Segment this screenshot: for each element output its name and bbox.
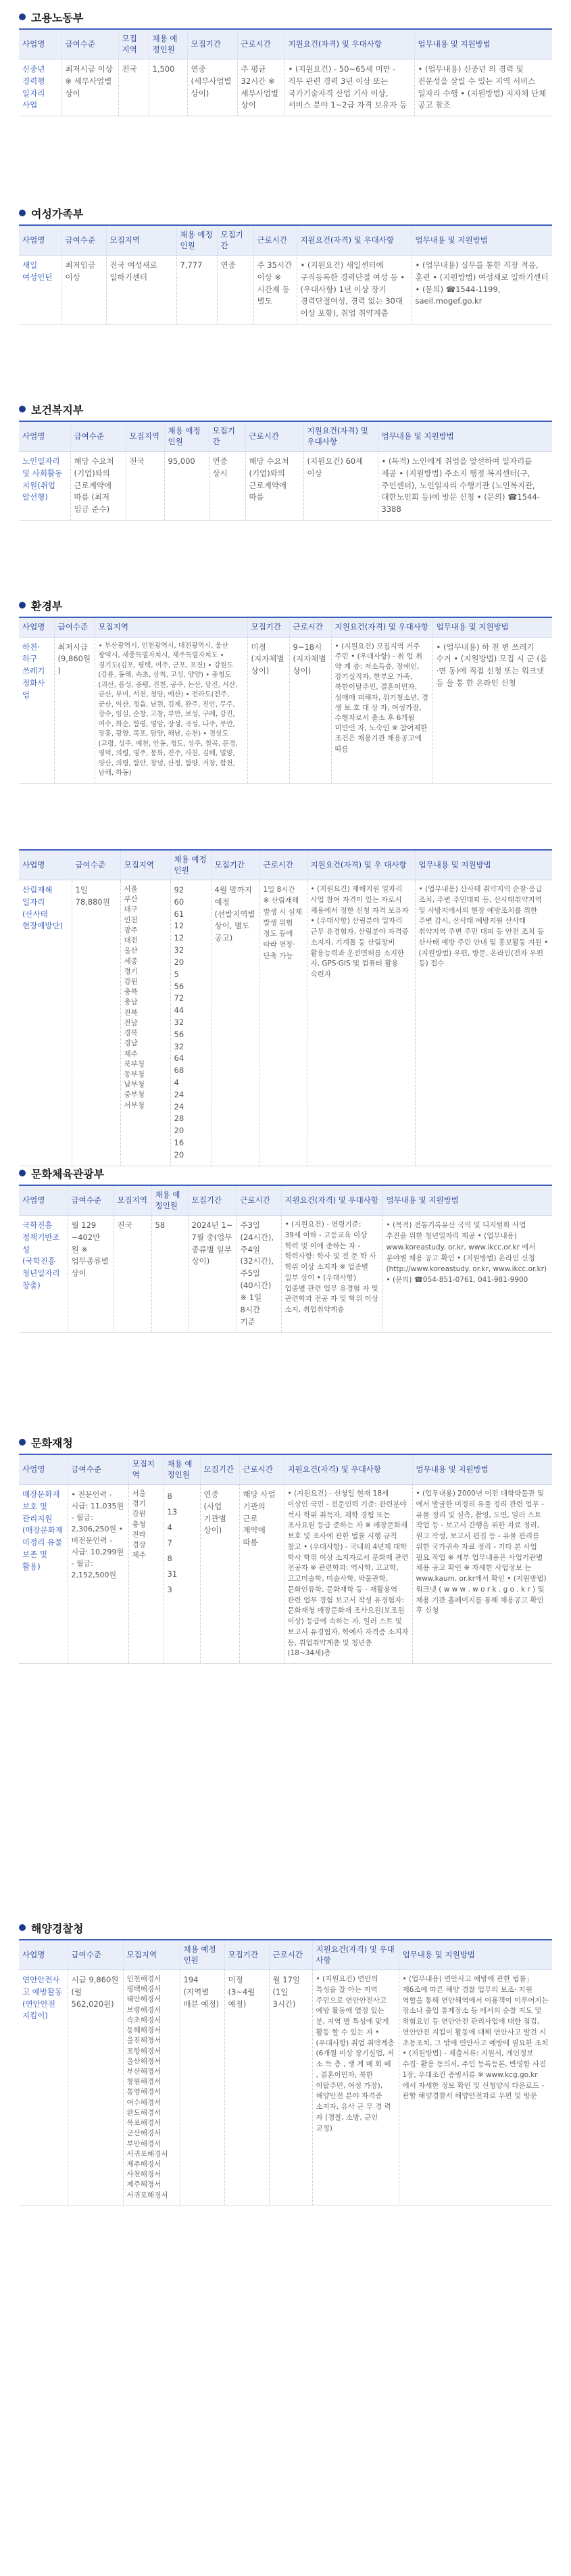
section-mcst <box>19 1166 552 1416</box>
region-item: 대구 <box>124 905 138 914</box>
region-item: 울산 <box>124 947 138 955</box>
region-item: 통영해경서 <box>126 2088 162 2097</box>
region-item: 서울 <box>132 1489 146 1498</box>
bullet-icon <box>19 406 26 412</box>
th-salary: 급여수준 <box>61 29 118 59</box>
cell-program: 산림재해 일자리 (산사태 현장예방단) <box>19 880 72 1166</box>
headcount-item: 32 <box>174 1017 184 1027</box>
region-item: 인천해경서 <box>126 1975 162 1984</box>
th-region: 모집지역 <box>120 850 170 880</box>
th-program: 사업명 <box>19 1940 68 1970</box>
section-moel <box>19 9 552 187</box>
th-hours: 근로시간 <box>237 1185 281 1216</box>
section-mogef <box>19 206 552 383</box>
th-duties: 업무내용 및 지원방법 <box>432 617 552 637</box>
table-header-row <box>19 1185 552 1216</box>
headcount-item: 16 <box>174 1138 184 1148</box>
th-region: 모집지역 <box>114 1185 151 1216</box>
bullet-icon <box>19 1170 26 1176</box>
section-title-text: 문화재청 <box>31 1436 73 1450</box>
table-header-row <box>19 225 552 256</box>
th-program: 사업명 <box>19 29 61 59</box>
cell-period: 연중 <box>217 256 253 325</box>
cell-duties: • (업무내용) 하 천 변 쓰레기 수거 • (지원방법) 모집 시 군 (읍·면 동)에 직접 신청 또는 워크넷 등 을 통 한 온라인 신청 <box>432 637 552 783</box>
headcount-item: 4 <box>167 1523 172 1533</box>
cell-region: 전국 여성새로 일하기센터 <box>106 256 176 325</box>
cell-program: 매장문화재 보호 및 관리지원 (매장문화재 미정리 유물 보존 및 활용) <box>19 1485 68 1664</box>
cell-duties: • (업무내용) 실무를 통한 직장 적응, 훈련 • (지원방법) 여성새로 일하기센터 • (문의) ☎1544-1199, saeil.mogef.go.kr <box>412 256 552 325</box>
th-period: 모집기간 <box>211 850 259 880</box>
cell-requirements: • (지원요건) 재해지원 일자리 사업 참여 자격이 있는 자로서 채용에서 정한 신청 자격 보유자 • (우대사항) 산림분야 일자리 근무 유경험자, 산림분야 자격증 소지자, 기계톱 등 산림장비 활용능력과 운전면허를 소지한 자, GPS·GIS 및 컴퓨터 활용 숙련자 <box>307 880 415 1166</box>
section-title <box>19 402 552 416</box>
region-item: 제주 <box>124 1049 138 1058</box>
cell-hours: 해당 사업 기관의 근로 계약에 따름 <box>239 1485 284 1664</box>
headcount-item: 32 <box>174 945 184 955</box>
section-title <box>19 1166 552 1180</box>
region-item: 평택해경서 <box>126 1985 162 1994</box>
region-item: 제주 <box>132 1551 146 1560</box>
cell-duties: • (목적) 노인에게 취업을 알선하여 일자리를 제공 • (지원방법) 주소지 행정 복지센터(구, 주민센터), 노인일자리 수행기관 (노인복지관, 대한노인회 등)에 방문 신청 • (문의) ☎1544-3388 <box>378 452 552 521</box>
th-headcount: 채용 예정인원 <box>170 850 211 880</box>
th-region: 모집지역 <box>126 421 164 452</box>
region-item: 전라 <box>132 1530 146 1539</box>
table-row <box>19 1970 552 2205</box>
th-salary: 급여수준 <box>68 1940 123 1970</box>
table-header-row <box>19 850 552 880</box>
cell-requirements: • (지원요건) - 신청일 현재 18세 이상인 국민 - 전문인력 기준: 관련분야 석사 학위 취득자, 재학 경험 또는 조사요원 등급 준하는 자 ※ 매장문화재 보호 및 조사에 관한 법률 시행 규칙 참고 • (우대사항) - 국내외 4년제 대학 학사 학위 이상 소지자로서 문화재 관련 전공자 ※ 관련학과: 역사학, 고고학, 고고미술학, 미술사학, 박물관학, 문화인류학, 문화재학 등 - 재활용역 관련 업무 경험 보고서 작성 유경험자: 문화재청 매장문화재 조사요원(보조원 이상) 등급에 속하는 자, 일러 스트 및 보고서 유경험자, 학예사 자격증 소지자 등, 취업취약계층 및 청년층 (18~34세)층 <box>284 1485 412 1664</box>
headcount-item: 4 <box>174 1078 179 1088</box>
table-header-row <box>19 29 552 59</box>
headcount-item: 28 <box>174 1114 184 1124</box>
program-table <box>19 421 552 521</box>
cell-period: 연중 상시 <box>209 452 245 521</box>
th-hours: 근로시간 <box>269 1940 312 1970</box>
headcount-item: 24 <box>174 1089 184 1099</box>
region-item: 사천해경서 <box>126 2170 162 2179</box>
cell-headcount: 1,500 <box>149 59 187 116</box>
region-item: 군산해경서 <box>126 2129 162 2138</box>
th-hours: 근로시간 <box>245 421 303 452</box>
cell-region-list <box>120 880 170 1166</box>
region-item: 보령해경서 <box>126 2005 162 2014</box>
cell-requirements: (지원요건) 60세 이상 <box>303 452 378 521</box>
table-header-row <box>19 421 552 452</box>
headcount-item: 44 <box>174 1005 184 1016</box>
cell-hours: 해당 수요처 (기업)와의 근로계약에 따름 <box>245 452 303 521</box>
section-title <box>19 1435 552 1450</box>
th-salary: 급여수준 <box>68 1185 114 1216</box>
th-region: 모집지역 <box>95 617 247 637</box>
program-table <box>19 1939 552 2205</box>
section-title-text: 문화체육관광부 <box>31 1167 105 1180</box>
region-item: 동부청 <box>124 1070 145 1078</box>
th-hours: 근로시간 <box>289 617 331 637</box>
cell-salary: 최저시급 (9,860원) <box>54 637 95 783</box>
cell-program: 신중년 경력형 일자리 사업 <box>19 59 61 116</box>
th-region: 모집지역 <box>128 1454 164 1485</box>
cell-duties: • (업무내용) 신중년 의 경력 및 전문성을 살릴 수 있는 지역 서비스 일자리 수행 • (지원방법) 지자체 단체 공고 참조 <box>414 59 552 116</box>
cell-program: 새일 여성인턴 <box>19 256 61 325</box>
program-table <box>19 849 552 1166</box>
cell-period: 4월 말까지 예정 (선발지역별 상이, 별도 공고) <box>211 880 259 1166</box>
region-item: 남부청 <box>124 1080 145 1089</box>
region-item: 태안해경서 <box>126 1995 162 2004</box>
th-duties: 업무내용 및 지원방법 <box>399 1940 552 1970</box>
region-item: 대전 <box>124 936 138 945</box>
cell-program: 노인일자리 및 사회활동 지원(취업 알선형) <box>19 452 70 521</box>
th-duties: 업무내용 및 지원방법 <box>378 421 552 452</box>
section-title <box>19 206 552 220</box>
headcount-item: 56 <box>174 1029 184 1039</box>
program-table <box>19 617 552 784</box>
th-program: 사업명 <box>19 617 54 637</box>
th-region: 모집 지역 <box>118 29 149 59</box>
region-item: 경기 <box>124 967 138 976</box>
headcount-item: 13 <box>167 1507 178 1517</box>
cell-hours: 9~18시 (지자체별 상이) <box>289 637 331 783</box>
cell-region-list <box>128 1485 164 1664</box>
th-region: 모집지역 <box>123 1940 180 1970</box>
th-duties: 업무내용 및 지원방법 <box>414 29 552 59</box>
cell-hours: 주3일 (24시간), 주4일 (32시간), 주5일 (40시간) ※ 1일 8시간 기준 <box>237 1216 281 1333</box>
table-row <box>19 59 552 116</box>
program-table <box>19 224 552 325</box>
th-requirements: 지원요건(자격) 및 우 대사항 <box>307 850 415 880</box>
headcount-item: 20 <box>174 1126 184 1136</box>
section-me <box>19 598 552 842</box>
region-item: 속초해경서 <box>126 2016 162 2024</box>
region-item: 충남 <box>124 998 138 1007</box>
bullet-icon <box>19 602 26 609</box>
cell-program: 하천· 하구 쓰레기 정화사업 <box>19 637 54 783</box>
region-item: 경기 <box>132 1500 146 1508</box>
th-period: 모집기간 <box>187 29 237 59</box>
th-period: 모집기간 <box>209 421 245 452</box>
th-salary: 급여수준 <box>70 421 126 452</box>
bullet-icon <box>19 14 26 20</box>
cell-program: 연안안전사고 예방활동 (연안안전 지킴이) <box>19 1970 68 2205</box>
cell-hours: 주 35시간 이상 ※ 시간제 등 별도 <box>253 256 297 325</box>
cell-region: • 부산광역시, 인천광역시, 대전광역시, 울산 광역시, 세종특별자치시, 제주특별자치도 • 경기도(김포, 평택, 여주, 군포, 포천) • 강원도(강릉, 동해, 속초, 삼척, 고성, 양양) • 충청도(괴산, 음성, 증평, 진천, 공주, 논산, 당진, 서산, 금산, 부여, 서천, 청양, 예산) • 전라도(전주, 군산, 익산, 정읍, 남원, 김제, 완주, 진안, 무주, 장수, 임실, 순창, 고창, 부안, 보성, 구례, 강진, 여수, 화순, 함평, 영암, 장성, 곡성, 나주, 무안, 장흥, 광양, 목포, 담양, 해남, 순천) • 경상도(고령, 성주, 예천, 안동, 청도, 성주, 칠곡, 문경, 영덕, 의령, 영주, 봉화, 진주, 사천, 김해, 밀양, 양산, 의령, 함안, 창녕, 산청, 함양, 거창, 합천, 남해, 하동) <box>95 637 247 783</box>
program-table <box>19 28 552 116</box>
th-headcount: 채용 예정인원 <box>180 1940 224 1970</box>
cell-region: 전국 <box>126 452 164 521</box>
cell-duties: • (목적) 전통기록유산 국역 및 디지털화 사업 추진을 위한 청년일자리 제공 • (업무내용) www.koreastudy. or.kr, www.ikcc.or.kr 에서 분야별 채용 공고 확인 • (지원방법) 온라인 신청 (http://www.koreastudy. or.kr, www.ikcc.or.kr) • (문의) ☎054-851-0761, 041-981-9900 <box>382 1216 552 1333</box>
cell-period: 연중 (사업 기관별 상이) <box>200 1485 239 1664</box>
section-kcg <box>19 1920 552 2205</box>
section-mohw <box>19 402 552 579</box>
headcount-item: 24 <box>174 1101 184 1112</box>
table-row <box>19 452 552 521</box>
th-period: 모집기간 <box>217 225 253 256</box>
headcount-item: 68 <box>174 1066 184 1076</box>
region-item: 제주해경서 <box>126 2180 162 2189</box>
cell-salary: 해당 수요처 (기업)와의 근로계약에 따름 (최저 임금 준수) <box>70 452 126 521</box>
cell-duties: • (업무내용) 산사태 취약지역 순찰·응급 조치, 주변 주민대피 등, 산사태취약지역 및 사방지에서의 현장 예방조치를 위한 주변 감시, 산사태 예방지원 산사태 취약지역 주변 주민 대피 등 안전 조치 등 산사태 예방 주민 안내 및 홍보활동 지원 • (지원방법) 우편, 방문, 온라인(전자 우편 등) 접수 <box>415 880 552 1166</box>
section-title-text: 여성가족부 <box>31 207 84 220</box>
headcount-item: 12 <box>174 921 184 931</box>
headcount-item: 56 <box>174 981 184 991</box>
region-item: 완도해경서 <box>126 2108 162 2117</box>
cell-salary: 최저시급 이상 ※ 세부사업별 상이 <box>61 59 118 116</box>
cell-duties: • (업무내용) 연안사고 예방에 관한 법률」 제6조에 따른 해양 경찰 업무의 보조· 지원 역할을 통해 연안해역에서 이용객이 이루어지는 장소나 출입 통제장소 등 에서의 순찰 지도 및 위험요인 등 연안안전 관리사업에 대한 점검, 연안안전 지킴이 활동에 대해 연안사고 발견 시 초동조치, 그 밖에 연안사고 예방에 필요한 조치 • (지원방법) - 제출서류: 지원서, 개인정보 수집· 활용 동의서, 주민 등록등본, 반명함 사진 1장, 우대조건 증빙서류 ※ www.kcg.go.kr 에서 자세한 정보 확인 및 신청양식 다운로드 - 관할 해양경찰서 해양안전과로 우편 및 방문 <box>399 1970 552 2205</box>
th-headcount: 채용 예정인원 <box>164 421 209 452</box>
region-item: 인천 <box>124 915 138 924</box>
th-headcount: 채용 예정인원 <box>149 29 187 59</box>
th-hours: 근로시간 <box>237 29 284 59</box>
cell-requirements: • (지원요건) 새일센터에 구직등록한 경력단절 여성 등 • (우대사항) 1년 이상 장기 경력단절여성, 경력 없는 30대 이상 포함), 취업 취약계층 <box>297 256 412 325</box>
cell-headcount: 95,000 <box>164 452 209 521</box>
region-item: 전남 <box>124 1018 138 1027</box>
section-title-text: 환경부 <box>31 599 63 613</box>
region-item: 세종 <box>124 957 138 965</box>
table-header-row <box>19 1940 552 1970</box>
th-headcount: 채용 예정인원 <box>164 1454 200 1485</box>
th-period: 모집기간 <box>200 1454 239 1485</box>
cell-period: 미정 (3~4월 예정) <box>224 1970 269 2205</box>
headcount-item: 3 <box>167 1585 172 1595</box>
region-item: 충북 <box>124 988 138 997</box>
table-row <box>19 256 552 325</box>
region-item: 포항해경서 <box>126 2047 162 2055</box>
headcount-item: 32 <box>174 1041 184 1051</box>
table-row <box>19 1216 552 1333</box>
program-table <box>19 1454 552 1664</box>
headcount-item: 72 <box>174 993 184 1003</box>
region-item: 경남 <box>124 1039 138 1048</box>
bullet-icon <box>19 1924 26 1931</box>
cell-requirements: • (지원요건) - 50~65세 미만 - 직무 관련 경력 3년 이상 또는 국가기술자격 산업 기사 이상, 서비스 분야 1~2급 자격 보유자 등 <box>284 59 414 116</box>
th-requirements: 지원요건(자격) 및 우대사항 <box>284 1454 412 1485</box>
th-period: 모집기간 <box>224 1940 269 1970</box>
cell-headcount-list <box>170 880 211 1166</box>
headcount-item: 64 <box>174 1053 184 1064</box>
cell-requirements: • (지원요건) - 연령기준: 39세 이하 - 고등교육 이상 학력 및 이에 준하는 자 - 학력사항: 학사 및 전 문 학 사 학위 이상 소지자 ※ 업종별 일부 상이 • (우대사항) 업종별 관련 업무 유경험 자 및 관련학과 전공 자 및 학위 이상 소지, 취업취약계층 <box>281 1216 382 1333</box>
region-item: 강원 <box>124 978 138 986</box>
headcount-item: 92 <box>174 885 184 895</box>
headcount-item: 5 <box>174 969 179 979</box>
headcount-item: 31 <box>167 1569 178 1579</box>
th-region: 모집지역 <box>106 225 176 256</box>
th-salary: 급여수준 <box>61 225 106 256</box>
th-duties: 업무내용 및 지원방법 <box>412 1454 552 1485</box>
table-header-row <box>19 617 552 637</box>
region-item: 울산해경서 <box>126 2057 162 2066</box>
bullet-icon <box>19 210 26 216</box>
section-title-text: 고용노동부 <box>31 11 84 24</box>
headcount-item: 8 <box>167 1554 172 1564</box>
region-item: 경북 <box>124 1029 138 1038</box>
cell-salary: 최저임금 이상 <box>61 256 106 325</box>
th-period: 모집기간 <box>188 1185 237 1216</box>
region-item: 경상 <box>132 1541 146 1550</box>
cell-hours: 월 17일 (1일 3시간) <box>269 1970 312 2205</box>
headcount-item: 20 <box>174 1149 184 1160</box>
section-title <box>19 9 552 24</box>
cell-duties: • (업무내용) 2000년 이전 대학박물관 및 에서 발굴한 미정리 유물 정리 관련 업무 - 유물 정리 및 실측, 촬영, 도면, 일러 스트 작업 등 - 보고서 간행을 위한 자료 정리, 원고 작성, 보고서 편집 등 - 유물 관리를 위한 국가귀속 자료 정리 - 기타 본 사업 필요 작업 ※ 세부 업무내용은 사업기관별 채용 공고 확인 ※ 자세한 사업정보 는 www.kaum. or.kr에서 확인 • (지원방법) 워크넷 ( w w w . w o r k . g o . k r ) 및 채용 기관 홈페이지를 통해 채용공고 확인 후 신청 <box>412 1485 552 1664</box>
headcount-item: 7 <box>167 1538 172 1548</box>
program-table <box>19 1185 552 1333</box>
region-item: 서부청 <box>124 1101 145 1110</box>
cell-headcount: 7,777 <box>176 256 217 325</box>
region-item: 부산 <box>124 895 138 904</box>
section-cha <box>19 1435 552 1901</box>
section-forest <box>19 849 552 1160</box>
cell-salary: 시급 9,860원 (월 562,020원) <box>68 1970 123 2205</box>
table-row <box>19 880 552 1166</box>
region-item: 제주해경서 <box>126 2160 162 2168</box>
cell-salary: • 전문인력 - 시급: 11,035원 - 월급: 2,306,250원 • 비전문인력 - 시급: 10,299원 - 월급: 2,152,500원 <box>68 1485 128 1664</box>
th-salary: 급여수준 <box>54 617 95 637</box>
th-duties: 업무내용 및 지원방법 <box>382 1185 552 1216</box>
region-item: 광주 <box>124 926 138 934</box>
section-title-text: 보건복지부 <box>31 403 84 416</box>
th-salary: 급여수준 <box>68 1454 128 1485</box>
cell-program: 국학진흥 정책기반조성 (국학진흥 청년일자리 창출) <box>19 1216 68 1333</box>
region-item: 서귀포해경서 <box>126 2149 168 2158</box>
region-item: 서울 <box>124 885 138 894</box>
headcount-item: 8 <box>167 1492 172 1502</box>
th-requirements: 지원요건(자격) 및 우대사항 <box>281 1185 382 1216</box>
cell-hours: 1일 8시간 ※ 산림재해 발생 시 실제 발생 위험 정도 등에 따라 연장· 단축 가능 <box>259 880 307 1166</box>
th-requirements: 지원요건(자격) 및 우대사항 <box>312 1940 399 1970</box>
region-item: 부산해경서 <box>126 2068 162 2076</box>
cell-salary: 1일 78,880원 <box>72 880 120 1166</box>
region-item: 여수해경서 <box>126 2098 162 2107</box>
th-program: 사업명 <box>19 225 61 256</box>
cell-region: 전국 <box>114 1216 151 1333</box>
region-item: 목포해경서 <box>126 2119 162 2128</box>
th-hours: 근로시간 <box>253 225 297 256</box>
table-header-row <box>19 1454 552 1485</box>
th-duties: 업무내용 및 지원방법 <box>415 850 552 880</box>
region-item: 북부청 <box>124 1059 145 1068</box>
section-title <box>19 598 552 613</box>
th-period: 모집기간 <box>247 617 289 637</box>
th-salary: 급여수준 <box>72 850 120 880</box>
th-headcount: 채용 예정인원 <box>151 1185 188 1216</box>
headcount-item: 12 <box>174 933 184 943</box>
th-duties: 업무내용 및 지원방법 <box>412 225 552 256</box>
th-headcount: 채용 예정인원 <box>176 225 217 256</box>
th-hours: 근로시간 <box>239 1454 284 1485</box>
cell-region: 전국 <box>118 59 149 116</box>
th-requirements: 지원요건(자격) 및 우대사항 <box>303 421 378 452</box>
table-row <box>19 637 552 783</box>
headcount-item: 60 <box>174 897 184 907</box>
cell-period: 미정 (지자체별 상이) <box>247 637 289 783</box>
bullet-icon <box>19 1439 26 1446</box>
th-requirements: 지원요건(자격) 및 우대사항 <box>284 29 414 59</box>
cell-headcount: 58 <box>151 1216 188 1333</box>
th-program: 사업명 <box>19 1185 68 1216</box>
th-hours: 근로시간 <box>259 850 307 880</box>
cell-salary: 월 129 ~402만 원 ※ 업무종류별 상이 <box>68 1216 114 1333</box>
cell-period: 2024년 1~ 7월 중(업무 종류별 일부 상이) <box>188 1216 237 1333</box>
region-item: 동해해경서 <box>126 2026 162 2035</box>
th-program: 사업명 <box>19 850 72 880</box>
region-item: 서귀포해경서 <box>126 2191 168 2199</box>
region-item: 창원해경서 <box>126 2078 162 2086</box>
section-title-text: 해양경찰청 <box>31 1922 84 1935</box>
th-program: 사업명 <box>19 1454 68 1485</box>
region-item: 중부청 <box>124 1091 145 1099</box>
section-title <box>19 1920 552 1935</box>
region-item: 울진해경서 <box>126 2036 162 2045</box>
cell-requirements: • (지원요건) 모집지역 거주 주민 • (우대사항) - 취 업 취 약 계 층: 저소득층, 장애인, 장기실직자, 한부모 가족, 북한이탈주민, 결혼이민자, 성매매 피해자, 위기청소년, 경 생 보 호 대 상 자, 여성가장, 수형자로서 출소 후 6개월 미만인 자, 노숙인 ※ 참여제한 조건은 채용기관 채용공고에 따름 <box>331 637 432 783</box>
cell-headcount: 194 (지역별 배분 예정) <box>180 1970 224 2205</box>
headcount-item: 20 <box>174 957 184 967</box>
table-row <box>19 1485 552 1664</box>
region-item: 부안해경서 <box>126 2139 162 2148</box>
region-item: 충청 <box>132 1520 146 1529</box>
cell-hours: 주 평균 32시간 ※ 세부사업별 상이 <box>237 59 284 116</box>
th-requirements: 지원요건(자격) 및 우대사항 <box>331 617 432 637</box>
region-item: 전북 <box>124 1008 138 1017</box>
region-item: 강원 <box>132 1510 146 1519</box>
cell-period: 연중 (세부사업별 상이) <box>187 59 237 116</box>
th-requirements: 지원요건(자격) 및 우대사항 <box>297 225 412 256</box>
headcount-item: 61 <box>174 909 184 919</box>
cell-region-list <box>123 1970 180 2205</box>
cell-requirements: • (지원요건) 연안의 특성을 잘 아는 지역 주민으로 연안안전사고 예방 활동에 열정 있는 분, 지역 별 특성에 맞게 활동 할 수 있는 자 • (우대사항) 취업 취약계층(6개월 이상 장기실업, 저 소 득 층 , 생 계 매 회 배 , 결혼이민자, 북한 이탈주민, 여성 가장), 해양안전 분야 자격증 소지자, 유사 근 무 경 력 자 (경찰, 소방, 군인 교정) <box>312 1970 399 2205</box>
cell-headcount-list <box>164 1485 200 1664</box>
th-program: 사업명 <box>19 421 70 452</box>
